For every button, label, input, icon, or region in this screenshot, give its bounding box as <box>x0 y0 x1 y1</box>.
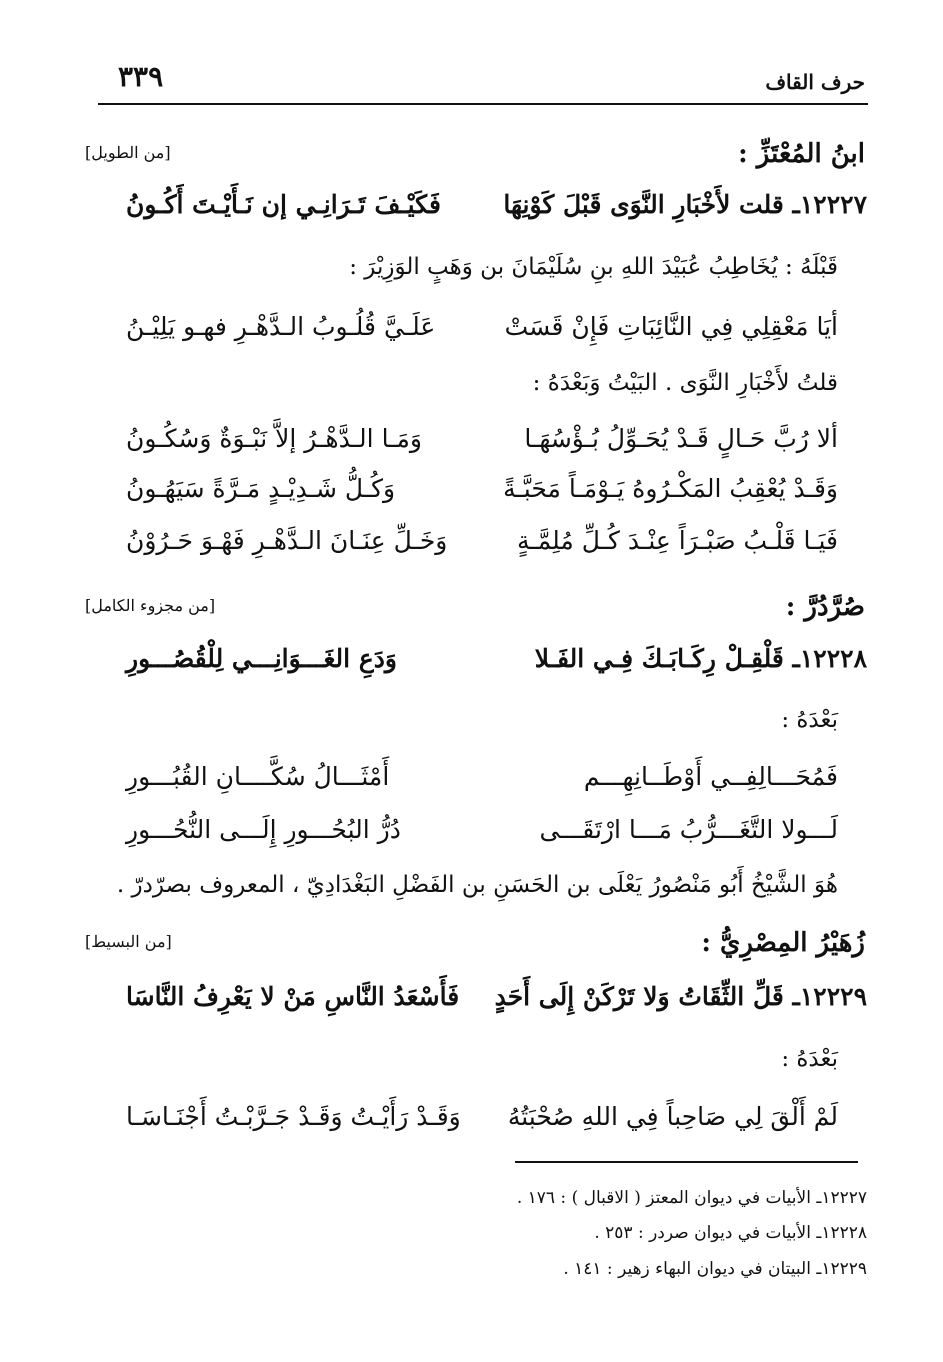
meter-label: [من مجزوء الكامل] <box>85 596 216 615</box>
footnote: ١٢٢٢٧ـ الأبيات في ديوان المعتز ( الاقبال ) : ١٧٦ . <box>516 1188 867 1208</box>
verse-second-hemistich: عَلَـيَّ قُلُـوبُ الـدَّهْـرِ فهـو يَلِيْـنُ <box>126 312 436 341</box>
footnote: ١٢٢٢٨ـ الأبيات في ديوان صردر : ٢٥٣ . <box>594 1223 867 1243</box>
verse-12227-first-hemistich: ١٢٢٢٧ـ قلت لأَخْبَارِ النَّوَى قَبْلَ كَوْنِهَا <box>503 190 867 219</box>
poet-name: زُهَيْرُ المِصْرِيُّ : <box>701 928 865 958</box>
commentary-line: هُوَ الشَّيْخُ أَبُو مَنْصُورُ يَعْلَى بن الحَسَنِ بن الفَضْلِ البَغْدَادِيّ ، المعروف بصرّدرّ . <box>116 872 838 898</box>
commentary-line: بَعْدَهُ : <box>781 1046 838 1072</box>
verse-first-hemistich: فَمُحَـــالِفِــي أَوْطَــانِهِـــم <box>583 762 838 791</box>
poet-name: ابنُ المُعْتَزِّ : <box>738 139 865 169</box>
chapter-title: حرف القاف <box>765 70 865 94</box>
commentary-line: قَبْلَهُ : يُخَاطِبُ عُبَيْدَ اللهِ بنِ سُلَيْمَانَ بن وَهَبٍ الوَزِيْرَ : <box>349 254 838 280</box>
verse-second-hemistich: وَكُـلُّ شَـدِيْـدٍ مَـرَّةً سَيَهُـونُ <box>126 474 396 503</box>
verse-12229-first-hemistich: ١٢٢٢٩ـ قَلِّ الثِّقَاتُ وَلا تَرْكَنْ إِلَى أَحَدٍ <box>494 982 867 1011</box>
verse-second-hemistich: أَمْثَـــالُ سُكَّــــانِ القُبُـــورِ <box>126 762 390 791</box>
footnote: ١٢٢٢٩ـ البيتان في ديوان البهاء زهير : ١٤١ . <box>563 1259 867 1279</box>
verse-first-hemistich: لَـــولا التَّغَـــرُّبُ مَـــا ارْتَقَـــى <box>539 815 838 844</box>
verse-second-hemistich: وَخَـلِّ عِنَـانَ الـدَّهْـرِ فَهْـوَ حَـرُوْنُ <box>126 526 448 555</box>
verse-first-hemistich: أيَا مَعْقِلِي فِي النَّائِبَاتِ فَإِنْ قَسَتْ <box>504 312 838 341</box>
verse-first-hemistich: فَيَـا قَلْـبُ صَبْـرَاً عِنْـدَ كُـلِّ مُلِمَّـةٍ <box>516 526 838 555</box>
verse-12228-second-hemistich: وَدَعِ الغَـــوَانِـــي لِلْقُصُـــورِ <box>126 644 397 673</box>
verse-first-hemistich: وَقَـدْ يُعْقِبُ المَكْـرُوهُ يَـوْمَـاً مَحَبَّـةً <box>503 474 838 503</box>
commentary-line: بَعْدَهُ : <box>781 707 838 733</box>
verse-second-hemistich: وَقَـدْ رَأَيْـتُ وَقَـدْ جَـرَّبْـتُ أَجْنَـاسَـا <box>126 1102 461 1131</box>
verse-second-hemistich: دُرُّ البُحُـــورِ إِلَـــى النُّحُـــورِ <box>126 815 401 844</box>
meter-label: [من الطويل] <box>85 143 171 162</box>
footnote-rule <box>515 1161 858 1163</box>
verse-12228-first-hemistich: ١٢٢٢٨ـ قَلْقِـلْ رِكَـابَـكَ فِـي الفَـلا <box>534 644 867 673</box>
verse-12229-second-hemistich: فَأَسْعَدُ النَّاسِ مَنْ لا يَعْرِفُ النَّاسَا <box>126 982 460 1011</box>
commentary-line: قلتُ لأَخْبَارِ النَّوَى . البَيْتُ وَبَعْدَهُ : <box>532 370 838 396</box>
poet-name: صُرَّدُرَّ : <box>785 592 865 622</box>
verse-12227-second-hemistich: فَكَيْـفَ تَـرَانِـي إن نَـأَيْـتَ أَكُـونُ <box>126 190 441 219</box>
verse-second-hemistich: وَمَـا الـدَّهْـرُ إلاَّ نَبْـوَةٌ وَسُكُـونُ <box>126 424 422 453</box>
header-rule <box>98 103 868 105</box>
verse-first-hemistich: ألا رُبَّ حَـالٍ قَـدْ يُحَـوِّلُ بُـؤْسُهَـا <box>524 424 838 453</box>
meter-label: [من البسيط] <box>85 932 172 951</box>
verse-first-hemistich: لَمْ أَلْقَ لِي صَاحِباً فِي اللهِ صُحْبَتُهُ <box>507 1102 838 1131</box>
page-number: ٣٣٩ <box>118 60 164 93</box>
